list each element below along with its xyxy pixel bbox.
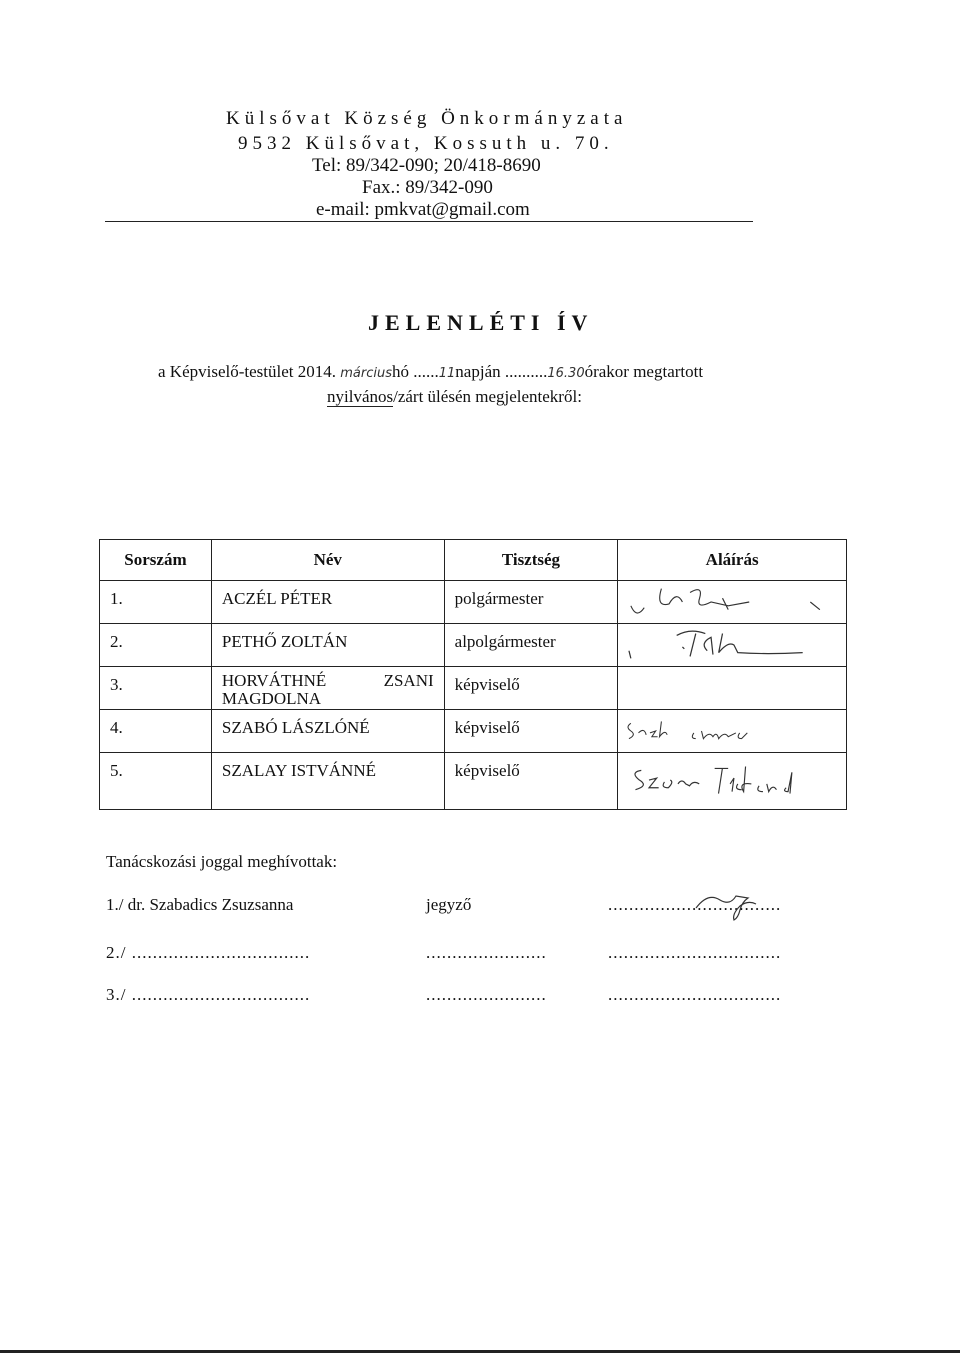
intro-dots-b: .......... (504, 362, 548, 381)
attendance-table (99, 539, 847, 810)
member-role: képviselő (444, 710, 618, 753)
handwritten-signature-1 (618, 581, 848, 623)
org-address: 9532 Külsővat, Kossuth u. 70. (238, 133, 614, 154)
handwritten-signature-notary (690, 886, 770, 926)
handwritten-day: 11 (438, 366, 456, 381)
org-phone: Tel: 89/342-090; 20/418-8690 (312, 155, 541, 176)
handwritten-month: március (340, 366, 392, 381)
invited-3-sign-line: ................................. (608, 985, 782, 1004)
invited-2-name: 2./ .................................. (106, 943, 311, 962)
org-fax: Fax.: 89/342-090 (362, 177, 493, 198)
intro-part4: órakor megtartott (584, 362, 704, 381)
meeting-sentence (158, 362, 703, 382)
member-name: PETHŐ ZOLTÁN (211, 624, 444, 667)
header-sorszam: Sorszám (100, 540, 212, 581)
table-row (100, 581, 847, 624)
header-divider (105, 221, 753, 222)
org-email: e-mail: pmkvat@gmail.com (316, 199, 530, 220)
intro-dots-a: ...... (413, 362, 439, 381)
intro-part3: napján (455, 362, 505, 381)
signature-cell-empty (618, 667, 847, 710)
member-name: SZABÓ LÁSZLÓNÉ (211, 710, 444, 753)
document-title: JELENLÉTI ÍV (368, 310, 594, 335)
handwritten-signature-5 (618, 753, 848, 809)
table-row (100, 710, 847, 753)
member-role: képviselő (444, 667, 618, 710)
invited-heading: Tanácskozási joggal meghívottak: (106, 852, 338, 871)
header-tisztseg: Tisztség (444, 540, 618, 581)
handwritten-hour: 16.30 (547, 366, 585, 381)
intro-part2: hó (392, 362, 414, 381)
invited-3-role: ....................... (426, 985, 547, 1004)
header-alairas: Aláírás (618, 540, 847, 581)
signature-cell (618, 624, 847, 667)
handwritten-signature-4 (618, 710, 848, 752)
table-row (100, 667, 847, 710)
meeting-type-line (327, 387, 582, 407)
invited-2-sign-line: ................................. (608, 943, 782, 962)
member-name: HORVÁTHNÉ ZSANI MAGDOLNA (211, 667, 444, 710)
signature-cell (618, 581, 847, 624)
invited-1-name: 1./ dr. Szabadics Zsuzsanna (106, 895, 294, 914)
handwritten-signature-2 (618, 624, 848, 666)
member-name: SZALAY ISTVÁNNÉ (211, 753, 444, 810)
signature-cell (618, 710, 847, 753)
invited-2-role: ....................... (426, 943, 547, 962)
invited-1-sign-line: ................................. (608, 895, 782, 914)
invited-1-role: jegyző (426, 895, 472, 914)
row-number: 5. (100, 753, 212, 810)
scan-edge-line (0, 1350, 960, 1353)
row-number: 2. (100, 624, 212, 667)
member-role: alpolgármester (444, 624, 618, 667)
public-meeting-underlined: nyilvános (327, 387, 394, 406)
header-nev: Név (211, 540, 444, 581)
member-role: polgármester (444, 581, 618, 624)
row-number: 4. (100, 710, 212, 753)
table-row (100, 753, 847, 810)
meeting-type-rest: /zárt ülésén megjelentekről: (393, 387, 582, 406)
table-header-row (100, 540, 847, 581)
table-row (100, 624, 847, 667)
intro-part1: a Képviselő-testület 2014. (158, 362, 341, 381)
member-role: képviselő (444, 753, 618, 810)
signature-cell (618, 753, 847, 810)
org-name: Külsővat Község Önkormányzata (226, 108, 628, 129)
row-number: 3. (100, 667, 212, 710)
member-name: ACZÉL PÉTER (211, 581, 444, 624)
invited-3-name: 3./ .................................. (106, 985, 311, 1004)
row-number: 1. (100, 581, 212, 624)
